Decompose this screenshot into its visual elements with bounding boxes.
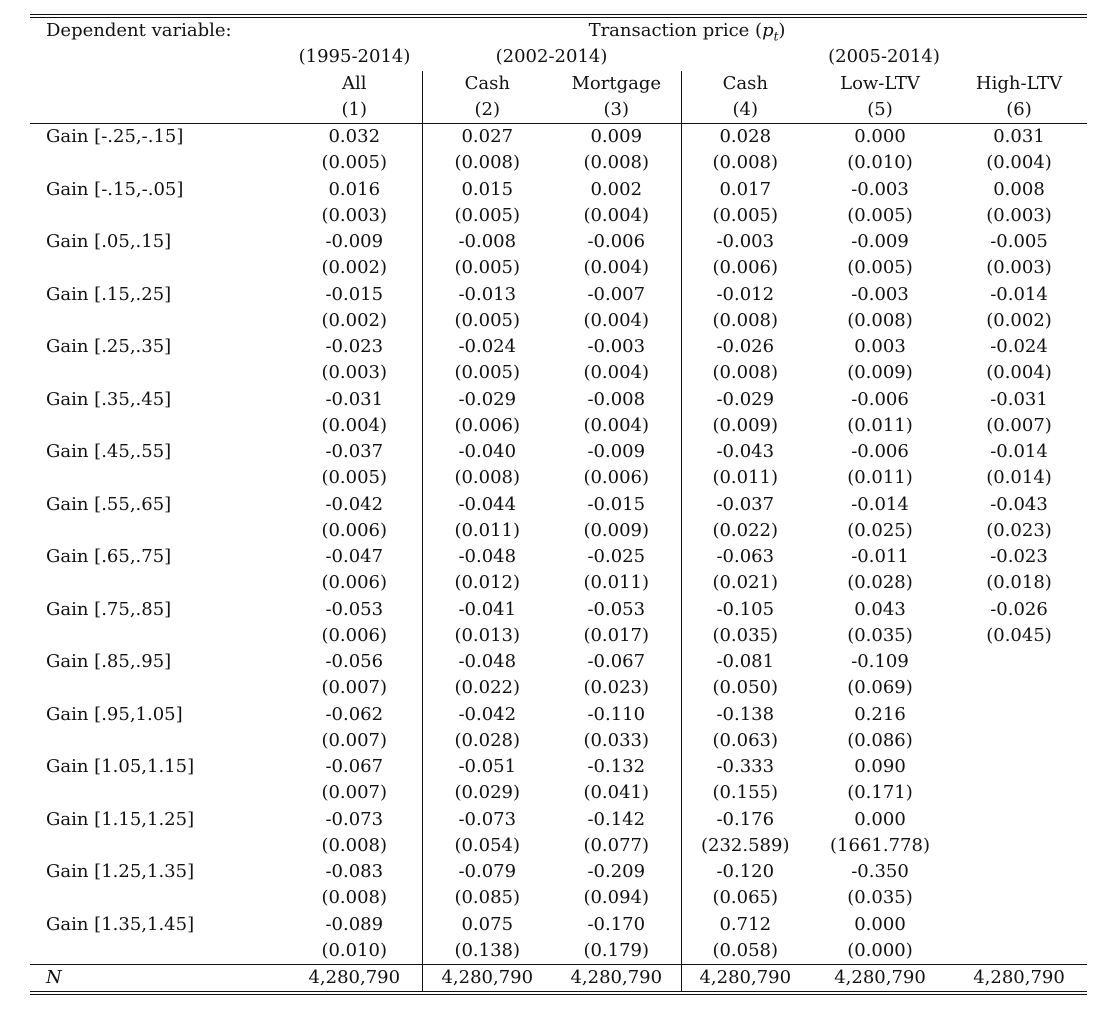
coefficient-cell: -0.062 [325, 703, 384, 725]
dependent-variable-row [30, 18, 1087, 44]
standard-error-cell: (0.005) [422, 360, 552, 386]
row-label: Gain [.05,.15] [46, 231, 172, 253]
standard-error-cell [951, 780, 1087, 806]
row-label: Gain [-.25,-.15] [46, 126, 184, 148]
coefficient-row [30, 807, 1087, 833]
standard-error-cell: (0.050) [681, 675, 809, 701]
row-label: Gain [.15,.25] [46, 283, 172, 305]
coefficient-cell: 0.028 [681, 124, 809, 151]
standard-error-row [30, 780, 1087, 806]
standard-error-cell: (0.005) [847, 257, 913, 279]
results-table [30, 18, 1087, 991]
coefficient-cell: -0.005 [990, 231, 1048, 253]
standard-error-row [30, 675, 1087, 701]
coefficient-cell: -0.023 [990, 546, 1048, 568]
observations-value: 4,280,790 [951, 965, 1087, 992]
standard-error-cell: (0.009) [681, 413, 809, 439]
coefficient-cell: -0.008 [587, 388, 646, 410]
row-label: Gain [1.25,1.35] [46, 861, 195, 883]
coefficient-cell: -0.120 [681, 859, 809, 885]
coefficient-cell: 0.000 [854, 808, 906, 830]
coefficient-cell: -0.014 [990, 441, 1048, 463]
standard-error-cell: (0.086) [847, 729, 913, 751]
standard-error-cell: (0.022) [422, 675, 552, 701]
coefficient-cell: -0.079 [422, 859, 552, 885]
row-label: Gain [.65,.75] [46, 546, 172, 568]
period-2005-2014: (2005-2014) [828, 46, 940, 68]
observations-value: 4,280,790 [287, 965, 422, 992]
coefficient-cell: -0.053 [587, 598, 646, 620]
coefficient-cell: 0.009 [590, 126, 643, 148]
standard-error-cell: (0.009) [583, 519, 650, 541]
column-header: Cash [681, 71, 809, 97]
row-label: Gain [.95,1.05] [46, 703, 183, 725]
coefficient-cell [951, 807, 1087, 833]
standard-error-cell: (0.000) [847, 939, 913, 961]
standard-error-cell: (0.065) [681, 885, 809, 911]
standard-error-cell: (0.006) [681, 255, 809, 281]
coefficient-cell: 0.075 [422, 912, 552, 938]
coefficient-cell: -0.048 [422, 544, 552, 570]
dependent-variable-label: Dependent variable: [46, 20, 232, 42]
coefficient-cell: -0.007 [587, 283, 646, 305]
standard-error-cell: (0.005) [422, 255, 552, 281]
standard-error-cell: (0.007) [321, 729, 388, 751]
row-label: Gain [1.15,1.25] [46, 808, 195, 830]
standard-error-row [30, 360, 1087, 386]
period-1995-2014: (1995-2014) [298, 46, 411, 68]
coefficient-cell [951, 649, 1087, 675]
standard-error-cell: (0.005) [321, 467, 388, 489]
standard-error-cell [951, 728, 1087, 754]
coefficient-cell: 0.712 [681, 912, 809, 938]
standard-error-cell: (0.017) [583, 624, 650, 646]
standard-error-cell: (0.155) [681, 780, 809, 806]
standard-error-cell: (0.138) [422, 938, 552, 965]
standard-error-row [30, 255, 1087, 281]
row-label-empty [30, 885, 287, 911]
standard-error-cell: (0.010) [847, 152, 913, 174]
column-header: High-LTV [975, 72, 1063, 94]
coefficient-cell: -0.003 [681, 229, 809, 255]
coefficient-cell: -0.073 [422, 807, 552, 833]
coefficient-cell: 0.031 [993, 126, 1045, 148]
coefficient-cell: -0.176 [681, 807, 809, 833]
coefficient-cell: -0.025 [587, 546, 646, 568]
coefficient-cell: -0.026 [681, 334, 809, 360]
standard-error-cell: (0.005) [321, 152, 388, 174]
standard-error-cell: (0.008) [583, 152, 650, 174]
coefficient-cell: -0.008 [422, 229, 552, 255]
column-number: (6) [951, 97, 1087, 124]
standard-error-cell: (0.004) [583, 204, 650, 226]
coefficient-cell: -0.037 [681, 492, 809, 518]
standard-error-cell: (0.003) [986, 257, 1052, 279]
row-label-empty [30, 780, 287, 806]
coefficient-cell: 0.002 [590, 178, 643, 200]
standard-error-cell: (0.171) [847, 782, 913, 804]
coefficient-cell: -0.105 [681, 597, 809, 623]
row-label: Gain [.85,.95] [46, 651, 172, 673]
coefficient-cell: -0.053 [325, 598, 384, 620]
coefficient-cell: -0.350 [851, 861, 909, 883]
coefficient-cell: -0.170 [587, 913, 646, 935]
column-header: Cash [422, 71, 552, 97]
standard-error-cell: (0.006) [583, 467, 650, 489]
standard-error-cell: (0.021) [681, 570, 809, 596]
coefficient-cell: -0.110 [587, 703, 646, 725]
coefficient-cell: -0.023 [325, 336, 384, 358]
standard-error-row [30, 885, 1087, 911]
column-number-row [30, 97, 1087, 124]
row-label: Gain [1.05,1.15] [46, 756, 195, 778]
row-label-empty [30, 308, 287, 334]
coefficient-cell: 0.003 [854, 336, 906, 358]
standard-error-cell [951, 885, 1087, 911]
row-label: Gain [.75,.85] [46, 598, 172, 620]
standard-error-cell: (0.077) [583, 834, 650, 856]
standard-error-cell: (0.007) [321, 677, 388, 699]
coefficient-cell: -0.047 [325, 546, 384, 568]
coefficient-cell: -0.015 [587, 493, 646, 515]
row-label-empty [30, 728, 287, 754]
coefficient-row [30, 912, 1087, 938]
row-label-empty [30, 938, 287, 965]
column-number: (1) [287, 97, 422, 124]
coefficient-cell: -0.006 [851, 441, 909, 463]
standard-error-cell: (0.006) [321, 624, 388, 646]
standard-error-cell: (0.008) [681, 360, 809, 386]
row-label: Gain [.45,.55] [46, 441, 172, 463]
column-number: (5) [809, 97, 951, 124]
coefficient-cell: -0.037 [325, 441, 384, 463]
standard-error-cell [951, 833, 1087, 859]
standard-error-cell: (0.008) [422, 465, 552, 491]
coefficient-cell: -0.003 [851, 178, 909, 200]
coefficient-cell: -0.056 [325, 651, 384, 673]
row-label-empty [30, 675, 287, 701]
row-label-empty [30, 413, 287, 439]
coefficient-cell: -0.024 [422, 334, 552, 360]
coefficient-cell: -0.006 [587, 231, 646, 253]
standard-error-cell: (0.008) [681, 150, 809, 176]
coefficient-row [30, 439, 1087, 465]
standard-error-cell: (0.002) [321, 309, 388, 331]
standard-error-row [30, 150, 1087, 176]
row-label: Gain [.55,.65] [46, 493, 172, 515]
row-label-empty [30, 203, 287, 229]
bottom-double-rule [30, 991, 1087, 995]
coefficient-cell: 0.216 [854, 703, 906, 725]
standard-error-cell: (0.005) [422, 203, 552, 229]
coefficient-cell: -0.003 [587, 336, 646, 358]
standard-error-row [30, 518, 1087, 544]
standard-error-cell: (0.010) [321, 939, 388, 961]
standard-error-cell: (0.035) [847, 887, 913, 909]
row-label-empty [30, 833, 287, 859]
row-label-empty [30, 255, 287, 281]
coefficient-cell: -0.011 [851, 546, 909, 568]
standard-error-cell: (0.035) [847, 624, 913, 646]
standard-error-cell: (0.003) [321, 362, 388, 384]
standard-error-cell: (0.011) [422, 518, 552, 544]
coefficient-row [30, 649, 1087, 675]
coefficient-cell: -0.031 [325, 388, 384, 410]
standard-error-cell: (0.008) [681, 308, 809, 334]
coefficient-cell: 0.017 [681, 177, 809, 203]
standard-error-row [30, 465, 1087, 491]
observations-row [30, 965, 1087, 992]
coefficient-cell: -0.042 [325, 493, 384, 515]
coefficient-cell: -0.012 [681, 282, 809, 308]
standard-error-cell: (0.063) [681, 728, 809, 754]
coefficient-cell: -0.040 [422, 439, 552, 465]
observations-value: 4,280,790 [809, 965, 951, 992]
standard-error-cell: (0.009) [847, 362, 913, 384]
standard-error-cell: (0.014) [986, 467, 1052, 489]
standard-error-cell: (0.045) [986, 624, 1052, 646]
standard-error-cell: (0.029) [422, 780, 552, 806]
standard-error-row [30, 728, 1087, 754]
coefficient-cell: -0.003 [851, 283, 909, 305]
standard-error-cell: (0.011) [847, 467, 913, 489]
coefficient-cell: -0.083 [325, 861, 384, 883]
standard-error-cell: (0.069) [847, 677, 913, 699]
standard-error-cell: (0.003) [986, 204, 1052, 226]
coefficient-row [30, 702, 1087, 728]
coefficient-cell: 0.016 [328, 178, 381, 200]
standard-error-cell: (0.008) [422, 150, 552, 176]
coefficient-cell: -0.209 [587, 861, 646, 883]
coefficient-row [30, 387, 1087, 413]
coefficient-cell [951, 912, 1087, 938]
standard-error-cell: (0.028) [422, 728, 552, 754]
standard-error-cell: (0.002) [986, 309, 1052, 331]
coefficient-row [30, 544, 1087, 570]
coefficient-cell: 0.090 [854, 756, 906, 778]
standard-error-cell: (0.003) [321, 204, 388, 226]
coefficient-cell: 0.027 [422, 124, 552, 151]
row-label: Gain [1.35,1.45] [46, 913, 195, 935]
row-label-empty [30, 360, 287, 386]
dependent-variable-name: Transaction price $(p_t)$ [588, 20, 786, 44]
row-label-empty [30, 465, 287, 491]
standard-error-cell: (0.085) [422, 885, 552, 911]
standard-error-cell: (0.179) [583, 939, 650, 961]
column-number: (3) [552, 97, 681, 124]
regression-table [30, 14, 1087, 995]
standard-error-cell: (0.011) [583, 572, 650, 594]
standard-error-cell: (0.004) [583, 414, 650, 436]
coefficient-cell: -0.042 [422, 702, 552, 728]
observations-value: 4,280,790 [552, 965, 681, 992]
standard-error-cell: (0.011) [847, 414, 913, 436]
column-number: (2) [422, 97, 552, 124]
row-label-empty [30, 518, 287, 544]
column-header: Low-LTV [840, 72, 920, 94]
standard-error-cell: (0.007) [321, 782, 388, 804]
coefficient-cell: -0.043 [990, 493, 1048, 515]
standard-error-row [30, 833, 1087, 859]
standard-error-cell: (0.033) [583, 729, 650, 751]
coefficient-cell: -0.081 [681, 649, 809, 675]
standard-error-cell: (0.025) [847, 519, 913, 541]
coefficient-cell: -0.013 [422, 282, 552, 308]
coefficient-row [30, 754, 1087, 780]
row-label-empty [30, 570, 287, 596]
coefficient-cell: -0.063 [681, 544, 809, 570]
standard-error-cell: (0.035) [681, 623, 809, 649]
coefficient-cell: -0.089 [325, 913, 384, 935]
coefficient-cell: -0.109 [851, 651, 909, 673]
standard-error-cell: (0.004) [986, 362, 1052, 384]
standard-error-cell: (0.004) [986, 152, 1052, 174]
column-header: All [341, 72, 367, 94]
coefficient-cell: -0.014 [851, 493, 909, 515]
standard-error-cell: (0.011) [681, 465, 809, 491]
standard-error-cell: (0.006) [422, 413, 552, 439]
standard-error-cell: (0.007) [986, 414, 1052, 436]
coefficient-cell [951, 754, 1087, 780]
standard-error-cell: (0.005) [422, 308, 552, 334]
coefficient-cell [951, 702, 1087, 728]
coefficient-cell: 0.043 [854, 598, 906, 620]
standard-error-cell: (0.008) [321, 887, 388, 909]
standard-error-row [30, 623, 1087, 649]
standard-error-cell: (0.018) [986, 572, 1052, 594]
coefficient-cell: -0.009 [587, 441, 646, 463]
coefficient-cell: -0.067 [587, 651, 646, 673]
coefficient-cell: -0.142 [587, 808, 646, 830]
coefficient-cell: -0.024 [990, 336, 1048, 358]
standard-error-cell: (0.008) [321, 834, 388, 856]
standard-error-cell: (0.058) [681, 938, 809, 965]
coefficient-cell: -0.051 [422, 754, 552, 780]
standard-error-cell: (0.006) [321, 519, 388, 541]
standard-error-cell: (232.589) [681, 833, 809, 859]
standard-error-cell: (0.008) [847, 309, 913, 331]
coefficient-row [30, 334, 1087, 360]
row-label: Gain [.25,.35] [46, 336, 172, 358]
coefficient-row [30, 124, 1087, 151]
column-header: Mortgage [571, 72, 662, 94]
coefficient-cell: -0.006 [851, 388, 909, 410]
standard-error-cell: (0.012) [422, 570, 552, 596]
coefficient-cell: -0.073 [325, 808, 384, 830]
standard-error-cell: (0.041) [583, 782, 650, 804]
coefficient-cell: -0.014 [990, 283, 1048, 305]
standard-error-cell: (0.023) [583, 677, 650, 699]
standard-error-cell [951, 938, 1087, 965]
observations-value: 4,280,790 [422, 965, 552, 992]
coefficient-cell: 0.008 [993, 178, 1045, 200]
standard-error-cell: (1661.778) [830, 834, 930, 856]
standard-error-cell: (0.028) [847, 572, 913, 594]
standard-error-row [30, 413, 1087, 439]
standard-error-cell: (0.005) [681, 203, 809, 229]
standard-error-cell: (0.054) [422, 833, 552, 859]
coefficient-cell: -0.132 [587, 756, 646, 778]
coefficient-cell: -0.009 [851, 231, 909, 253]
standard-error-row [30, 938, 1087, 965]
standard-error-cell [951, 675, 1087, 701]
coefficient-cell: -0.138 [681, 702, 809, 728]
coefficient-row [30, 229, 1087, 255]
coefficient-row [30, 492, 1087, 518]
observations-value: 4,280,790 [681, 965, 809, 992]
coefficient-row [30, 282, 1087, 308]
coefficient-cell: 0.000 [854, 913, 906, 935]
observations-label: N [30, 965, 287, 992]
standard-error-cell: (0.023) [986, 519, 1052, 541]
standard-error-cell: (0.004) [583, 309, 650, 331]
coefficient-cell: -0.041 [422, 597, 552, 623]
standard-error-row [30, 308, 1087, 334]
standard-error-row [30, 203, 1087, 229]
column-number: (4) [681, 97, 809, 124]
coefficient-cell: -0.015 [325, 283, 384, 305]
coefficient-cell: 0.032 [328, 126, 381, 148]
standard-error-cell: (0.004) [321, 414, 388, 436]
row-label: Gain [.35,.45] [46, 388, 172, 410]
row-label-empty [30, 150, 287, 176]
coefficient-row [30, 597, 1087, 623]
coefficient-cell: -0.067 [325, 756, 384, 778]
column-name-row [30, 71, 1087, 97]
coefficient-cell: -0.009 [325, 231, 384, 253]
standard-error-cell: (0.004) [583, 362, 650, 384]
standard-error-cell: (0.094) [583, 887, 650, 909]
standard-error-cell: (0.006) [321, 572, 388, 594]
standard-error-cell: (0.013) [422, 623, 552, 649]
table-body [30, 124, 1087, 965]
standard-error-cell: (0.002) [321, 257, 388, 279]
coefficient-cell: 0.015 [422, 177, 552, 203]
period-2002-2014: (2002-2014) [495, 46, 608, 68]
row-label-empty [30, 623, 287, 649]
coefficient-cell: 0.000 [854, 126, 906, 148]
standard-error-cell: (0.004) [583, 257, 650, 279]
coefficient-cell: -0.029 [681, 387, 809, 413]
coefficient-cell: -0.026 [990, 598, 1048, 620]
coefficient-cell: -0.048 [422, 649, 552, 675]
coefficient-cell: -0.043 [681, 439, 809, 465]
coefficient-cell: -0.333 [681, 754, 809, 780]
row-label: Gain [-.15,-.05] [46, 178, 184, 200]
standard-error-row [30, 570, 1087, 596]
standard-error-cell: (0.005) [847, 204, 913, 226]
period-row [30, 44, 1087, 70]
standard-error-cell: (0.022) [681, 518, 809, 544]
coefficient-cell: -0.031 [990, 388, 1048, 410]
coefficient-row [30, 859, 1087, 885]
coefficient-cell [951, 859, 1087, 885]
coefficient-row [30, 177, 1087, 203]
coefficient-cell: -0.044 [422, 492, 552, 518]
coefficient-cell: -0.029 [422, 387, 552, 413]
